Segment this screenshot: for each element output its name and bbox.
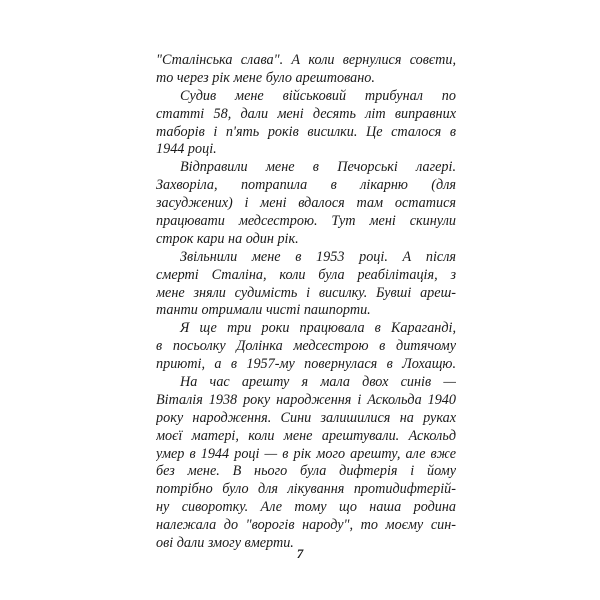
text-line: танти отримали чисті пашпорти. xyxy=(156,302,371,319)
text-line: без мене. В нього була дифтерія і йому xyxy=(156,463,456,480)
text-line: моєї матері, коли мене арештували. Аскольд xyxy=(156,427,456,444)
text-line: Судив мене військовий трибунал по xyxy=(180,87,456,104)
text-line: смерті Сталіна, коли була реабілітація, з xyxy=(156,266,456,283)
text-line: На час арешту я мала двох синів — xyxy=(180,374,456,391)
text-line: в посьолку Долінка медсестрою в дитячому xyxy=(156,338,456,355)
text-line: 1944 році. xyxy=(156,141,217,158)
text-line: Відправили мене в Печорські лагері. xyxy=(180,159,456,176)
text-line: засуджених) і мені вдалося там остатися xyxy=(156,195,456,212)
text-line: статті 58, дали мені десять літ виправних xyxy=(156,105,456,122)
text-line: року народження. Сини залишилися на руках xyxy=(156,409,456,426)
text-line: умер в 1944 році — в рік мого арешту, але вже xyxy=(156,445,456,462)
text-line: працювати медсестрою. Тут мені скинули xyxy=(156,213,456,230)
text-line: Я ще три роки працювала в Караганді, xyxy=(180,320,456,337)
body-text xyxy=(156,52,456,553)
text-line: мене зняли судимість і висилку. Бувші ареш- xyxy=(156,284,456,301)
text-line: "Сталінська слава". А коли вернулися совєти, xyxy=(156,52,456,68)
text-line: Захворіла, потрапила в лікарню (для xyxy=(156,177,456,194)
text-line: то через рік мене було арештовано. xyxy=(156,69,375,86)
text-line: Віталія 1938 року народження і Аскольда 1940 xyxy=(156,391,456,408)
text-line: належала до "ворогів народу", то моєму син- xyxy=(156,517,456,534)
text-line: потрібно було для лікування протидифтерій- xyxy=(156,481,456,498)
text-line: приюті, а в 1957-му повернулася в Лохащю. xyxy=(156,356,456,373)
text-line: строк кари на один рік. xyxy=(156,230,299,247)
text-line: ові дали змогу вмерти. xyxy=(156,535,294,552)
text-line: Звільнили мене в 1953 році. А після xyxy=(180,248,456,265)
page-number: 7 xyxy=(296,546,304,561)
text-line: таборів і п'ять років висилки. Це сталося в xyxy=(156,123,456,140)
text-line: ну сиворотку. Але тому що наша родина xyxy=(156,499,456,516)
